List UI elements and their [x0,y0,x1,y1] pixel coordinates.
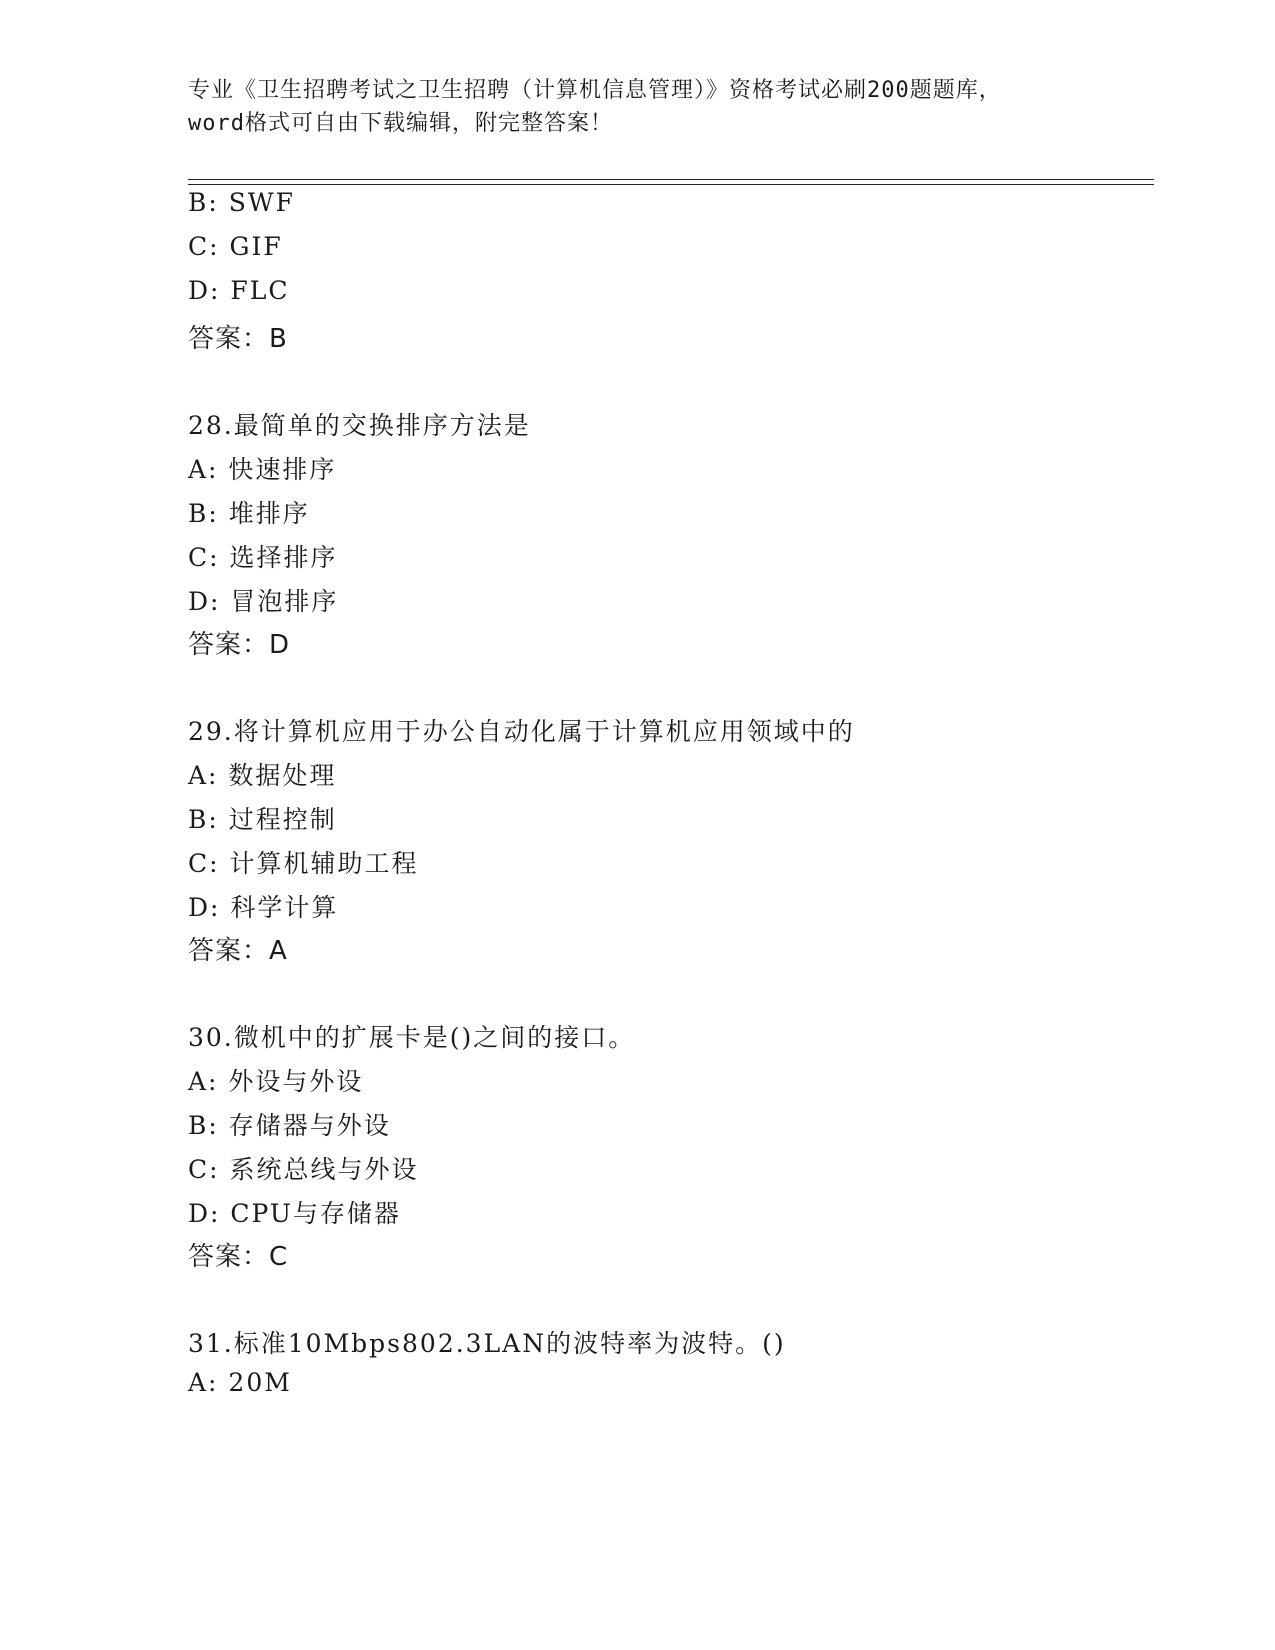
answer: 答案：A [188,936,288,966]
header-divider-top [188,179,1154,180]
option-b: B: SWF [188,188,295,217]
option-a: A: 数据处理 [188,761,337,790]
option-d: D: CPU与存储器 [188,1199,401,1228]
option-a: A: 快速排序 [188,455,337,484]
answer: 答案：B [188,324,288,354]
option-d: D: 科学计算 [188,893,339,922]
question-stem: 30.微机中的扩展卡是()之间的接口。 [188,1023,636,1052]
option-b: B: 堆排序 [188,499,310,528]
header-line-1: 专业《卫生招聘考试之卫生招聘（计算机信息管理）》资格考试必刷200题题库， [188,78,1002,103]
option-b: B: 存储器与外设 [188,1111,391,1140]
option-c: C: GIF [188,232,283,261]
option-a: A: 外设与外设 [188,1067,364,1096]
header-line-2: word格式可自由下载编辑，附完整答案！ [188,111,613,136]
option-c: C: 系统总线与外设 [188,1155,419,1184]
question-stem: 28.最简单的交换排序方法是 [188,411,531,440]
question-stem: 29.将计算机应用于办公自动化属于计算机应用领域中的 [188,717,855,746]
option-d: D: 冒泡排序 [188,587,339,616]
option-c: C: 选择排序 [188,543,338,572]
option-a: A: 20M [188,1368,292,1397]
header-divider-bottom [188,184,1154,185]
document-header [188,74,1088,140]
question-stem: 31.标准10Mbps802.3LAN的波特率为波特。() [188,1329,786,1358]
option-c: C: 计算机辅助工程 [188,849,419,878]
option-d: D: FLC [188,276,290,305]
answer: 答案：C [188,1242,289,1272]
answer: 答案：D [188,630,291,660]
option-b: B: 过程控制 [188,805,337,834]
